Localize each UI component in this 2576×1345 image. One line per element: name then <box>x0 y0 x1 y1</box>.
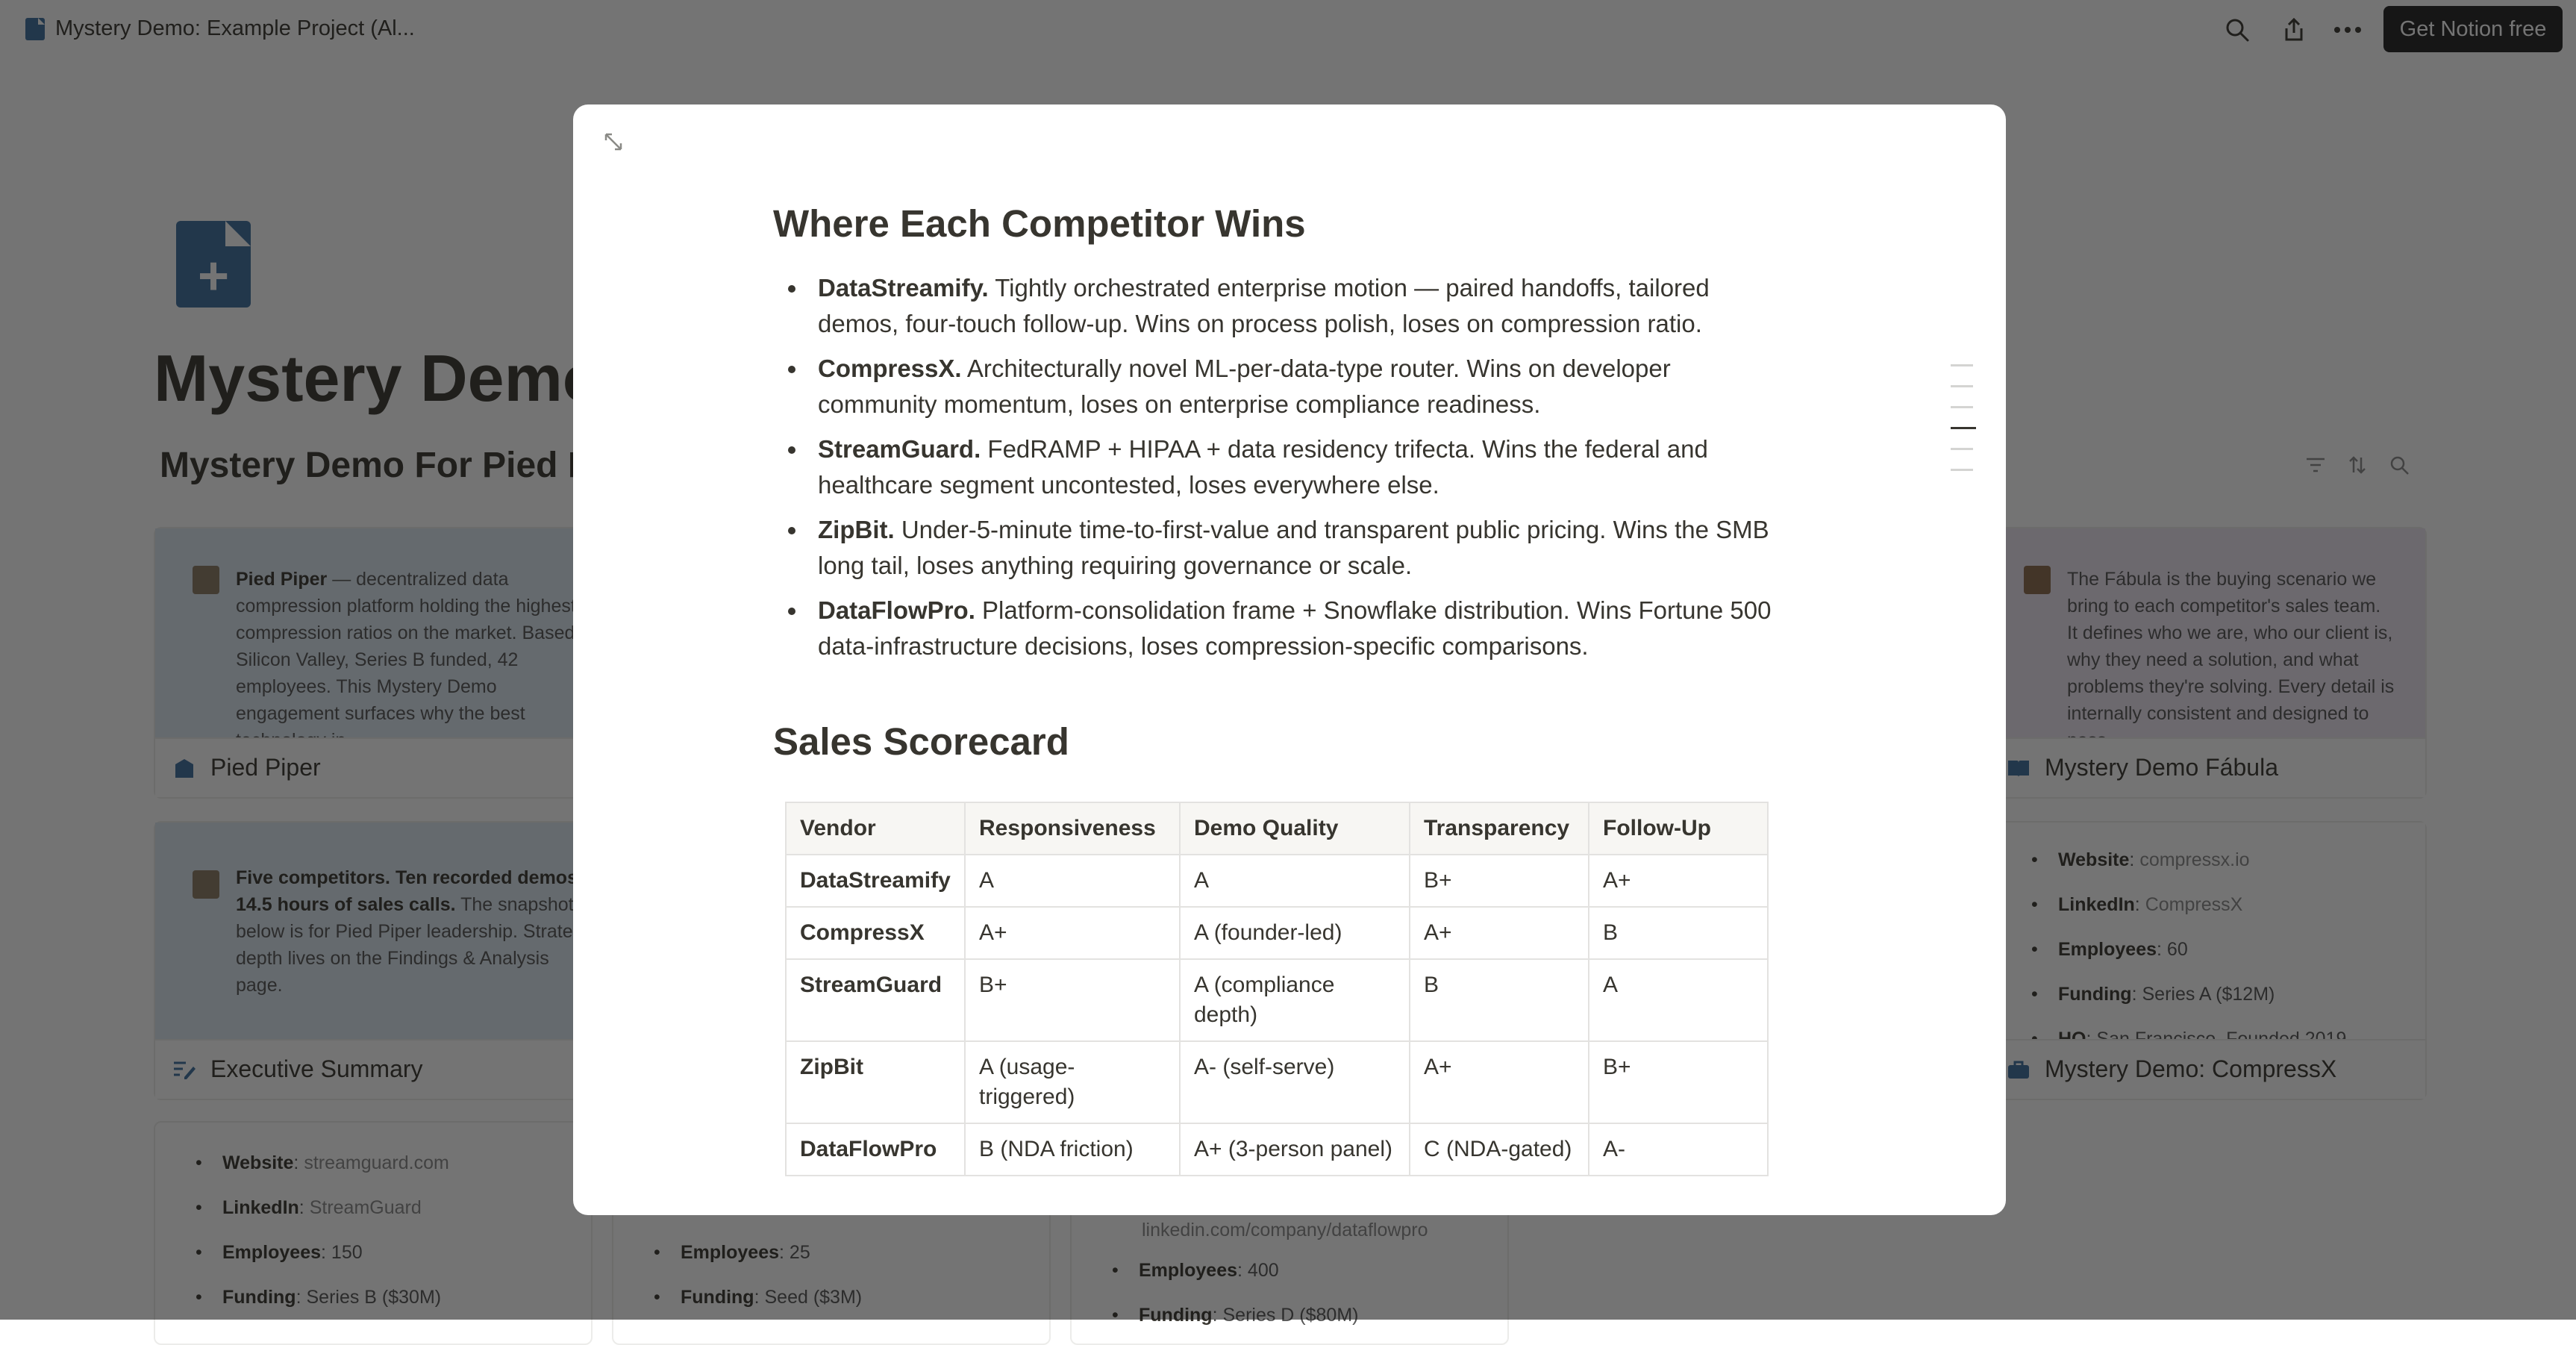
table-row <box>786 907 1768 959</box>
table-cell: B (NDA friction) <box>965 1123 1180 1176</box>
table-cell: A (usage-triggered) <box>965 1041 1180 1123</box>
table-cell: CompressX <box>786 907 965 959</box>
list-item: ZipBit. Under-5-minute time-to-first-value and transparent public pricing. Wins the SMB long tail, loses anything requiring governance or scale. <box>818 512 1788 584</box>
table-row <box>786 1041 1768 1123</box>
column-header: Demo Quality <box>1180 802 1410 855</box>
table-cell: A (compliance depth) <box>1180 959 1410 1041</box>
table-cell: A+ <box>1589 855 1768 907</box>
section-heading-scorecard: Sales Scorecard <box>773 720 1069 763</box>
list-item: CompressX. Architecturally novel ML-per-data-type router. Wins on developer community momentum, loses on enterprise compliance readiness. <box>818 351 1788 422</box>
table-cell: B+ <box>965 959 1180 1041</box>
section-heading-wins: Where Each Competitor Wins <box>773 202 1306 245</box>
sales-scorecard-table <box>785 802 1769 1176</box>
column-header: Transparency <box>1410 802 1589 855</box>
table-cell: A (founder-led) <box>1180 907 1410 959</box>
table-cell: A+ <box>965 907 1180 959</box>
table-cell: DataFlowPro <box>786 1123 965 1176</box>
column-header: Responsiveness <box>965 802 1180 855</box>
table-cell: A <box>1589 959 1768 1041</box>
table-cell: StreamGuard <box>786 959 965 1041</box>
table-header-row <box>786 802 1768 855</box>
table-cell: A <box>965 855 1180 907</box>
list-item: StreamGuard. FedRAMP + HIPAA + data residency trifecta. Wins the federal and healthcare segment uncontested, loses everywhere else. <box>818 431 1788 503</box>
expand-icon[interactable] <box>595 124 631 160</box>
list-item: DataFlowPro. Platform-consolidation frame + Snowflake distribution. Wins Fortune 500 data-infrastructure decisions, loses compression-specific comparisons. <box>818 593 1788 664</box>
table-row <box>786 959 1768 1041</box>
table-cell: B+ <box>1410 855 1589 907</box>
table-cell: A- (self-serve) <box>1180 1041 1410 1123</box>
table-row <box>786 1123 1768 1176</box>
competitor-wins-list <box>818 270 1788 673</box>
column-header: Vendor <box>786 802 965 855</box>
table-cell: A+ (3-person panel) <box>1180 1123 1410 1176</box>
table-cell: A+ <box>1410 1041 1589 1123</box>
page-peek-modal <box>573 104 2006 1215</box>
table-row <box>786 855 1768 907</box>
table-cell: ZipBit <box>786 1041 965 1123</box>
column-header: Follow-Up <box>1589 802 1768 855</box>
table-cell: B+ <box>1589 1041 1768 1123</box>
list-item: DataStreamify. Tightly orchestrated enterprise motion — paired handoffs, tailored demos, four-touch follow-up. Wins on process polish, loses on compression ratio. <box>818 270 1788 342</box>
table-cell: B <box>1410 959 1589 1041</box>
table-cell: DataStreamify <box>786 855 965 907</box>
table-cell: A+ <box>1410 907 1589 959</box>
table-cell: A- <box>1589 1123 1768 1176</box>
table-cell: B <box>1589 907 1768 959</box>
table-cell: A <box>1180 855 1410 907</box>
table-cell: C (NDA-gated) <box>1410 1123 1589 1176</box>
